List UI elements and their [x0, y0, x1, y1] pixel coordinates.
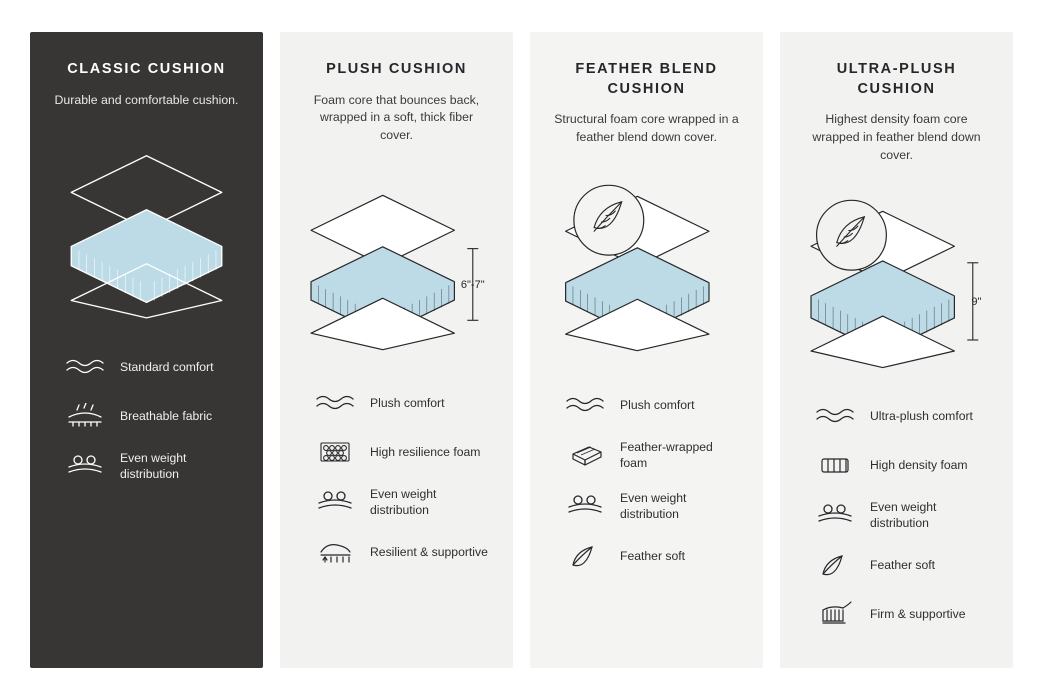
- cushion-exploded-diagram: [300, 159, 493, 374]
- feature-item: [812, 499, 993, 531]
- feature-item: [312, 486, 493, 518]
- cushion-layers-svg: [800, 183, 993, 383]
- feature-item: [562, 490, 743, 522]
- feature-label: Plush comfort: [370, 396, 445, 410]
- even-weight-icon: [812, 502, 858, 528]
- leaf-badge: [817, 200, 887, 270]
- waves-icon: [62, 356, 108, 378]
- card-title: PLUSH CUSHION: [326, 61, 467, 77]
- waves-icon: [312, 392, 358, 414]
- leaf-icon: [812, 552, 858, 578]
- even-weight-icon: [62, 453, 108, 479]
- feature-item: [812, 450, 993, 480]
- waves-icon: [562, 394, 608, 416]
- feature-label: High resilience foam: [370, 445, 481, 459]
- card-title: CLASSIC CUSHION: [67, 61, 226, 77]
- card-ultra-plush-cushion: [780, 32, 1013, 668]
- feature-list: [800, 401, 993, 648]
- feature-label: Feather soft: [620, 549, 686, 564]
- feature-label: Even weight distribution: [870, 499, 937, 530]
- even-weight-icon: [562, 493, 608, 519]
- feature-item: [562, 439, 743, 471]
- card-description: Structural foam core wrapped in a feather blend down cover.: [554, 112, 739, 144]
- feature-label: Feather-wrapped foam: [620, 439, 713, 470]
- waves-icon: [812, 405, 858, 427]
- feature-label: Even weight distribution: [120, 451, 187, 482]
- feature-item: [562, 390, 743, 420]
- cushion-exploded-diagram: [50, 123, 243, 338]
- feature-item: [62, 352, 243, 382]
- feature-item: [312, 388, 493, 418]
- cushion-exploded-diagram: [800, 179, 993, 387]
- breathable-fabric-icon: [62, 403, 108, 429]
- feature-label: Firm & supportive: [870, 606, 966, 621]
- feature-label: Even weight distribution: [370, 487, 437, 518]
- feature-item: [812, 599, 993, 629]
- even-weight-icon: [312, 489, 358, 515]
- honeycomb-foam-icon: [312, 439, 358, 465]
- card-plush-cushion: [280, 32, 513, 668]
- firm-support-icon: [812, 601, 858, 627]
- feature-item: [562, 541, 743, 571]
- card-description: Foam core that bounces back, wrapped in a soft, thick fiber cover.: [313, 92, 480, 143]
- card-classic-cushion: [30, 32, 263, 668]
- leaf-badge: [574, 186, 644, 256]
- feature-label: Ultra-plush comfort: [870, 408, 973, 423]
- card-title: ULTRA-PLUSH CUSHION: [836, 61, 957, 97]
- feature-item: [812, 550, 993, 580]
- height-label: 9": [971, 295, 982, 308]
- feature-item: [62, 401, 243, 431]
- cushion-layers-svg: [550, 168, 743, 368]
- feature-label: Standard comfort: [120, 360, 214, 375]
- resilient-support-icon: [312, 539, 358, 565]
- feature-list: [300, 388, 493, 586]
- feature-item: [312, 537, 493, 567]
- feature-label: Resilient & supportive: [370, 545, 488, 560]
- card-feather-blend-cushion: [530, 32, 763, 668]
- feature-label: Even weight distribution: [620, 490, 687, 522]
- feather-wrapped-foam-icon: [562, 442, 608, 468]
- card-description: Highest density foam core wrapped in feather blend down cover.: [812, 112, 981, 162]
- feature-item: [62, 450, 243, 482]
- feature-label: Breathable fabric: [120, 409, 213, 424]
- feature-label: Feather soft: [870, 557, 936, 572]
- height-label: 6"-7": [460, 278, 485, 291]
- feature-list: [550, 390, 743, 590]
- cushion-layers-svg: [300, 167, 493, 367]
- feature-list: [50, 352, 243, 501]
- feature-label: Plush comfort: [620, 397, 695, 412]
- high-density-foam-icon: [812, 452, 858, 478]
- feature-item: [312, 437, 493, 467]
- card-title: FEATHER BLEND CUSHION: [575, 61, 718, 97]
- card-description: Durable and comfortable cushion.: [54, 92, 239, 107]
- cushion-exploded-diagram: [550, 161, 743, 376]
- feature-label: High density foam: [870, 457, 968, 472]
- leaf-icon: [562, 543, 608, 569]
- cushion-layers-svg: [50, 131, 243, 331]
- feature-item: [812, 401, 993, 431]
